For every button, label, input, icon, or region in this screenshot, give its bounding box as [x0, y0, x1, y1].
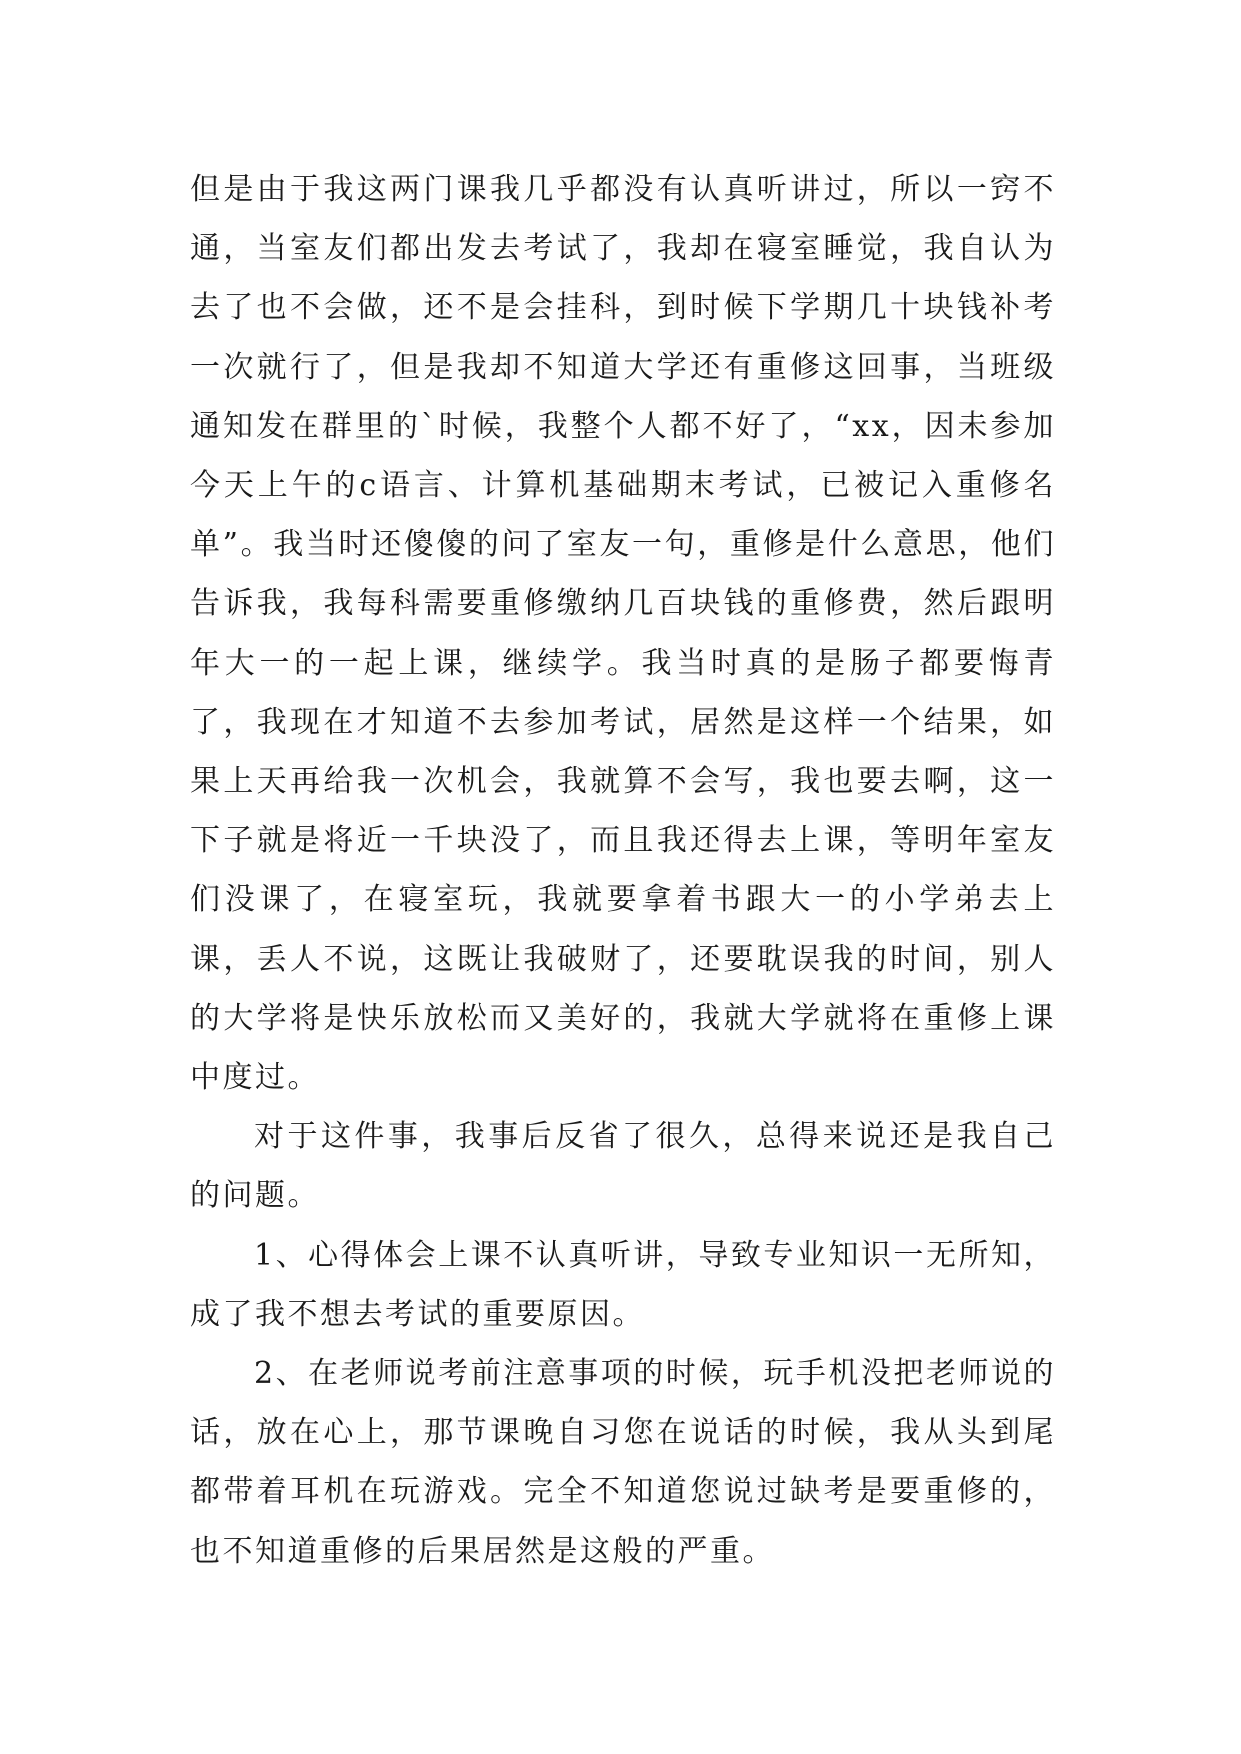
document-body	[190, 160, 1056, 1581]
paragraph-retake-story: 但是由于我这两门课我几乎都没有认真听讲过，所以一窍不通，当室友们都出发去考试了，我却在寝室睡觉，我自认为去了也不会做，还不是会挂科，到时候下学期几十块钱补考一次就行了，但是我却不知道大学还有重修这回事，当班级通知发在群里的`时候，我整个人都不好了，“xx，因未参加今天上午的c语言、计算机基础期末考试，已被记入重修名单”。我当时还傻傻的问了室友一句，重修是什么意思，他们告诉我，我每科需要重修缴纳几百块钱的重修费，然后跟明年大一的一起上课，继续学。我当时真的是肠子都要悔青了，我现在才知道不去参加考试，居然是这样一个结果，如果上天再给我一次机会，我就算不会写，我也要去啊，这一下子就是将近一千块没了，而且我还得去上课，等明年室友们没课了，在寝室玩，我就要拿着书跟大一的小学弟去上课，丢人不说，这既让我破财了，还要耽误我的时间，别人的大学将是快乐放松而又美好的，我就大学就将在重修上课中度过。	[190, 172, 1056, 1096]
paragraph-point-1: 1、心得体会上课不认真听讲，导致专业知识一无所知，成了我不想去考试的重要原因。	[190, 1237, 1056, 1332]
paragraph-point-2: 2、在老师说考前注意事项的时候，玩手机没把老师说的话，放在心上，那节课晚自习您在说话的时候，我从头到尾都带着耳机在玩游戏。完全不知道您说过缺考是要重修的，也不知道重修的后果居然是这般的严重。	[190, 1356, 1056, 1569]
paragraph-reflection: 对于这件事，我事后反省了很久，总得来说还是我自己的问题。	[190, 1119, 1056, 1214]
